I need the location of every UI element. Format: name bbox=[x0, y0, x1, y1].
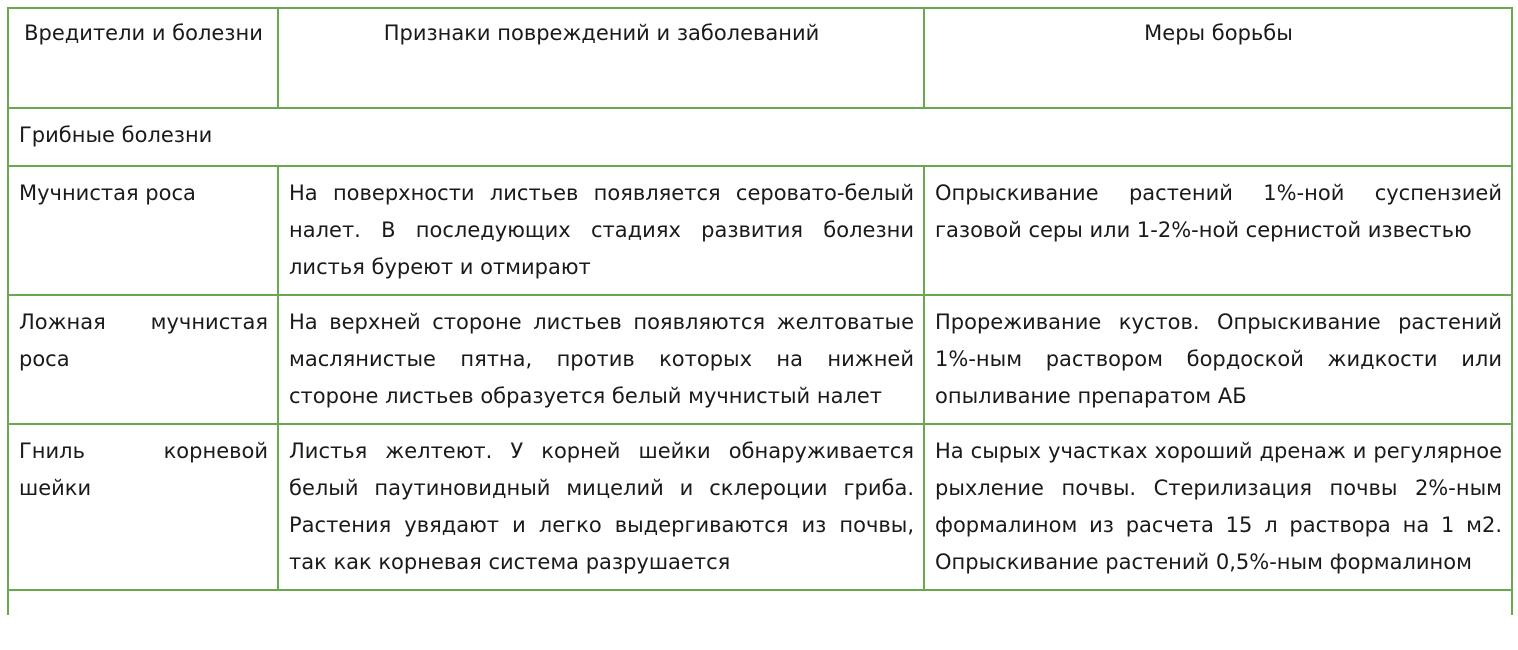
pest-disease-table bbox=[7, 7, 1513, 615]
header-pests: Вредители и болезни bbox=[8, 8, 278, 108]
header-measures: Меры борьбы bbox=[924, 8, 1512, 108]
pest-name-cell: Гниль корневой шейки bbox=[8, 424, 278, 590]
table-row bbox=[8, 166, 1512, 295]
signs-cell: На верхней стороне листьев появляются желтоватые маслянистые пятна, против которых на нижней стороне листьев образуется белый мучнистый налет bbox=[278, 295, 924, 424]
cut-off-row bbox=[8, 590, 1512, 615]
signs-cell: На поверхности листьев появляется серовато-белый налет. В последующих стадиях развития болезни листья буреют и отмирают bbox=[278, 166, 924, 295]
measures-cell: Опрыскивание растений 1%-ной суспензией газовой серы или 1-2%-ной сернистой известью bbox=[924, 166, 1512, 295]
section-row bbox=[8, 108, 1512, 166]
measures-cell: Прореживание кустов. Опрыскивание растений 1%-ным раствором бордоской жидкости или опыливание препаратом АБ bbox=[924, 295, 1512, 424]
pest-name-cell: Ложная мучнистая роса bbox=[8, 295, 278, 424]
measures-cell: На сырых участках хороший дренаж и регулярное рыхление почвы. Стерилизация почвы 2%-ным формалином из расчета 15 л раствора на 1 м2. Опрыскивание растений 0,5%-ным формалином bbox=[924, 424, 1512, 590]
header-row bbox=[8, 8, 1512, 108]
header-signs: Признаки повреждений и заболеваний bbox=[278, 8, 924, 108]
section-title: Грибные болезни bbox=[8, 108, 1512, 166]
signs-cell: Листья желтеют. У корней шейки обнаруживается белый паутиновидный мицелий и склероции гриба. Растения увядают и легко выдергиваются из почвы, так как корневая система разрушается bbox=[278, 424, 924, 590]
pest-name-cell: Мучнистая роса bbox=[8, 166, 278, 295]
table-row-partial bbox=[8, 590, 1512, 615]
table-row bbox=[8, 424, 1512, 590]
table-row bbox=[8, 295, 1512, 424]
